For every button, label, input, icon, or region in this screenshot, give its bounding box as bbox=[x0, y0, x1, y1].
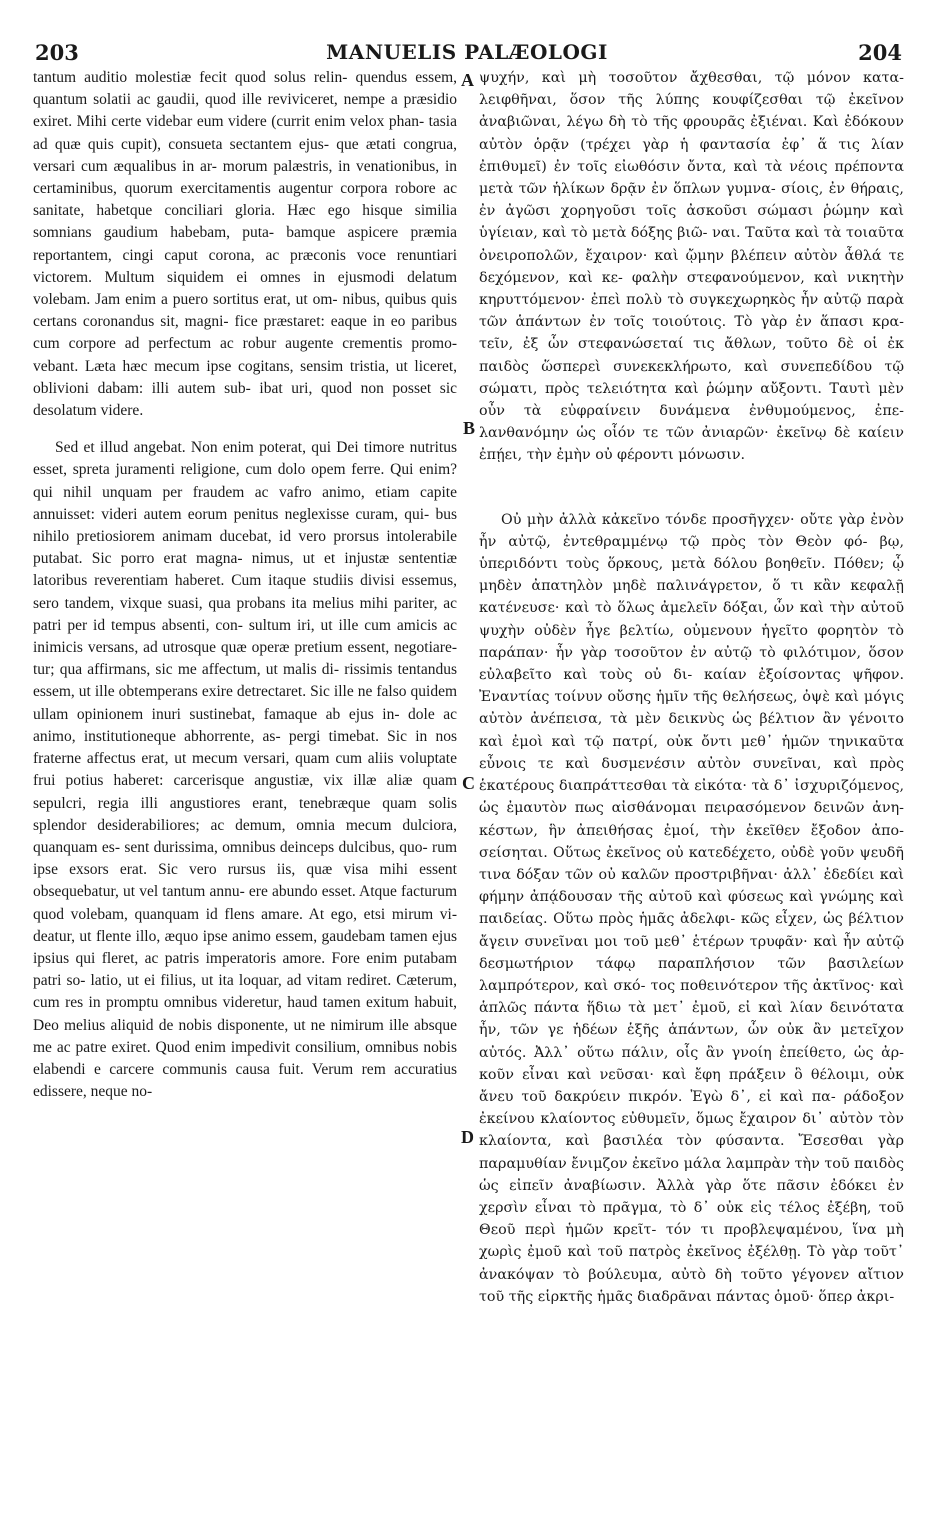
text-line: ἐπῄει, τὴν ἐμὴν οὐ φέροντι μόνωσιν. bbox=[479, 447, 746, 464]
text-line: ἐπεὶ πολὺ τὸ συγκεχωρηκὸς ἦν αὐτῷ παρὰ τῶν bbox=[479, 292, 904, 331]
text-line: Cæterum, cum res in promptu omnibus videretur, bbox=[33, 972, 457, 1012]
text-line: ille reviviceret, nempe a præsidio exiret. Mihi bbox=[33, 91, 457, 131]
text-line: λίαν ἐπιθυμεῖ) ἐν τοῖς εἰωθόσιν ὄντα, καὶ τὰ νέοις bbox=[479, 136, 904, 175]
section-marker-d: D bbox=[461, 1127, 474, 1147]
text-line: pergi timebat. Sic in nos fraterne affectus erat, bbox=[33, 727, 458, 768]
text-line: mihi pariter, ac patri per id tempus absenti, con- bbox=[33, 594, 457, 634]
text-line: τεῖν, ἐξ ὧν στεφανώσεταί τις ἄθλων, τοῦτο δὲ οἱ ἐκ bbox=[479, 336, 904, 353]
section-marker-a: A bbox=[461, 70, 474, 90]
text-line: πρέποντα μετὰ τῶν ἡλίκων δρᾷν ἐν ὅπλων γυμνα- bbox=[479, 158, 904, 198]
text-line: nibus, quibus quis certans coronandus sit, magni- bbox=[33, 291, 458, 331]
text-line: ἐδεδίει καὶ φήμην ἀπᾴδουσαν τῆς αὐτοῦ καὶ φύσεως bbox=[479, 866, 905, 906]
page-header bbox=[0, 40, 934, 70]
text-line: deatur, ut flente illo, æquo ipse animo essem, bbox=[33, 927, 318, 945]
text-line: ut mecum versari, quam cum aliis voluptate frui bbox=[33, 750, 457, 790]
text-line: διαπράττεσθαι τὰ εἰκότα· τὰ δ᾽ ἰσχυριζόμενος, ὡς bbox=[479, 778, 904, 817]
text-line: τος ποθεινότερον τῆς ἀκτῖνος· καὶ ἁπλῶς πάντα bbox=[479, 977, 905, 1017]
text-line: fraudem ac vafro animo, etiam capite annuisset: bbox=[33, 483, 457, 523]
text-line: imperatoris amore. Fore enim putabam patri so- bbox=[33, 949, 458, 990]
text-line: videri autem eorum penitus neglexisse curam, qui- bbox=[101, 505, 430, 523]
text-line: rum ipse exsors erat. Sic vero rursus iis, quæ bbox=[33, 838, 458, 879]
text-line: haud tamen exitum habuit, Deo melius aliquid de bbox=[33, 994, 458, 1034]
text-line: opinionem inuri sustinebat, famaque ab ejus in- bbox=[76, 705, 400, 723]
text-line: tenebræque quam solis splendor desiderabiliores; bbox=[33, 794, 458, 834]
text-line: καὶ γνώμης καὶ παιδείας. Οὕτω πρὸς ἡμᾶς ἀδελφι- bbox=[479, 889, 904, 928]
text-line: ac patre exiret. Quod enim impedivit consilium, bbox=[56, 1038, 361, 1056]
text-line: τῷ πατρί, οὐκ ὄντι μεθ᾽ ἡμῶν τηνικαῦτα εὖνοις τε bbox=[479, 733, 904, 772]
text-line: quanquam id flens amare. At ego, etsi mirum vi- bbox=[134, 905, 458, 923]
text-line: exire detrectaret. Sic ille ne falso quidem ullam bbox=[33, 683, 458, 723]
text-line: λειφθῆναι, ὅσον τῆς λύπης κουφίζεσθαι τῷ ἐκεῖνον bbox=[479, 92, 904, 109]
text-line: κῶς εἶχεν, ὡς βέλτιον ἄγειν συνεῖναι μοι τοῦ μεθ᾽ bbox=[479, 911, 905, 950]
text-line: καὶ δυσμενέσιν αὐτὸν συνεῖναι, καὶ πρὸς ἑκατέρους bbox=[479, 755, 904, 795]
text-line: κἂν κεφαλῇ κατένευσε· καὶ τὸ ὅλως ἀμελεῖν δόξαι, bbox=[479, 578, 904, 617]
text-line: σώματι, πρὸς τελειότητα καὶ ῥώμην αὔξοντι. Ταυτὶ bbox=[479, 380, 871, 397]
running-title: MANUELIS PALÆOLOGI bbox=[326, 40, 608, 64]
text-line: σείσηται. Οὕτως ἐκεῖνος οὐ κατεδέχετο, οὐδὲ γοῦν bbox=[479, 844, 855, 861]
text-line: βῳ, ὑπεριδόντι τοὺς ὅρκους, μετὰ δόλου βοηθεῖν. bbox=[479, 533, 905, 573]
text-line: γε ἡδέων ἑξῆς ἁπάντων, ὧν οὐκ ἂν μετεῖχον αὐτός. bbox=[479, 1022, 904, 1061]
text-line: timore nutritus esset, spreta juramenti religione, cum bbox=[33, 439, 457, 479]
text-line: dolo opem ferre. Qui enim? qui nihil unquam per bbox=[33, 461, 458, 501]
text-line: ψυχήν, καὶ μὴ τοσοῦτον ἄχθεσθαι, τῷ μόνον κατα- bbox=[479, 70, 904, 86]
text-line: οὐκ ἄνευ τοῦ δακρύειν πικρόν. Ἐγὼ δ᾽, εἰ καὶ πα- bbox=[479, 1066, 904, 1105]
text-line: ibat uri, quod non posset sic desolatum videre. bbox=[33, 379, 457, 420]
text-line: λανθανόμην ὡς οἷόν τε τῶν ἀνιαρῶν· ἐκεῖνῳ δὲ καίειν bbox=[479, 425, 904, 442]
text-line: prorsus intolerabile putabat. Sic porro erat magna- bbox=[33, 528, 458, 568]
text-line: ac sanitate, habetque conciliari gloria. Hæc ego bbox=[33, 180, 458, 220]
text-line: κέστων, ἣν ἀπειθήσας ἐμοί, τὴν ἐκεῖθεν ἔξοδον ἀπο- bbox=[479, 822, 904, 839]
text-line: σίοις, ἐν θήραις, ἐν ἀγῶσι χορηγοῦσι τοῖς ἀσκοῦσι bbox=[479, 181, 904, 220]
text-line: μὲν οὖν τὰ εὐφραίνειν δυνάμενα ἐνθυμούμενος, ἐπε- bbox=[479, 380, 904, 420]
text-line: fuit. Verum rem accuratius edissere, neque no- bbox=[33, 1060, 458, 1101]
text-line: ἡμῖν τῆς θελήσεως, ὀψὲ καὶ μόγις αὐτὸν ἀνέπεισα, bbox=[479, 689, 904, 728]
text-line: tasia ad quæ quis cupit), consueta sectantem ejus- bbox=[33, 113, 457, 153]
text-line: τόν τι προβλεψαμένου, ἵνα μὴ χωρὶς ἐμοῦ καὶ τοῦ bbox=[479, 1222, 904, 1261]
text-line: παιδὸς ὥσπερεὶ συνεκεκλήρωτο, καὶ συνεπεδίδου τῷ bbox=[479, 358, 904, 375]
text-line: ναι. Ταῦτα καὶ τὰ τοιαῦτα ὀνειροπολῶν, ἔχαιρον· bbox=[479, 225, 904, 264]
text-line: ἐδόκουν αὐτὸν ὁρᾷν (τρέχει γὰρ ἡ φαντασία ἐφ᾽ ἅ τις bbox=[479, 114, 904, 153]
greek-column bbox=[479, 67, 904, 1308]
text-line: vebant. Læta hæc mecum ipse cogitans, sensim bbox=[33, 357, 344, 375]
text-line: dole ac animo, institutioneque abhorrente, as- bbox=[33, 705, 457, 745]
text-line: Multum siquidem ei omnes in ejusmodi delatum bbox=[104, 268, 457, 286]
latin-paragraph-2 bbox=[33, 437, 457, 1103]
text-line: ράδοξον ἐκείνου κλαίοντος εὐθυμεῖν, ὅμως ἔχαιρον bbox=[479, 1088, 905, 1128]
greek-paragraph-1 bbox=[479, 67, 904, 467]
text-line: ad utrosque quæ operæ pretium essent, negotiare- bbox=[143, 639, 457, 657]
text-line: ἑτέρων τρυφᾶν· καὶ ἦν αὐτῷ δεσμωτήριον τάφῳ bbox=[479, 933, 904, 972]
text-line: αὐτῷ τὸ φιλότιμον, ὅσον εὐλαβεῖτο καὶ τοὺς οὐ δι- bbox=[479, 644, 904, 684]
text-line: haberet. Cum itaque studiis divisi essemus, sero bbox=[33, 572, 457, 612]
text-line: εἱρκτῆς ἡμᾶς διαδρᾶναι πάντας ὁμοῦ· ὅπερ ἀκρι- bbox=[537, 1288, 895, 1305]
text-line: λαμπρὰν τὴν τοῦ παιδὸς ὡς εἰπεῖν ἀναβίωσιν. Ἀλλὰ bbox=[479, 1155, 904, 1194]
text-line: ἥδιω τὰ μετ᾽ ἐμοῦ, εἰ καὶ λίαν δεινότατα ἦν, τῶν bbox=[479, 1000, 904, 1039]
text-line: ad perfectum ac robur augente crementis promo- bbox=[124, 335, 457, 353]
text-line: πατρὸς ἐκεῖνος ἐξέλθῃ. Τὸ γὰρ τοῦτ᾽ ἀνακόψαν τὸ bbox=[479, 1244, 905, 1283]
text-line: ere abundo esset. Atque facturum quod volebam, bbox=[33, 883, 457, 923]
text-line: potius haberet: carcerisque angustiæ, vix illæ bbox=[65, 772, 377, 790]
text-line: aliæ quam sepulcri, regia illi angustiores erant, bbox=[33, 772, 458, 812]
text-line: φαλὴν στεφανούμενον, καὶ νικητὴν κηρυττόμενον· bbox=[479, 269, 904, 309]
text-line: sent durissima, omnibus deinceps dulcibus, quo- bbox=[124, 838, 428, 856]
text-line: bamque aspicere præmia reportantem, cingi caput bbox=[33, 224, 458, 264]
text-line: ἡγεῖτο φορητὸν τὸ παράπαν· ἦν γὰρ τοσοῦτον ἐν bbox=[479, 622, 904, 661]
latin-paragraph-1 bbox=[33, 67, 457, 422]
text-line: volebam. Jam enim a puero sortitus erat, ut om- bbox=[33, 291, 338, 309]
greek-paragraph-2 bbox=[479, 509, 904, 1308]
text-line: nobis disponente, ut ne nimirum ille absque me bbox=[33, 1016, 458, 1056]
section-marker-b: B bbox=[463, 418, 476, 438]
text-line: ὧν καὶ τὴν αὐτοῦ ψυχὴν οὐδὲν ἦγε βελτίω, οὐμενουν bbox=[479, 600, 905, 639]
text-line: tristia, ut liceret, oblivioni dabam: illi autem sub- bbox=[33, 357, 458, 397]
text-line: tur; qua affirmans, sic me affectum, ut malis di- bbox=[33, 661, 339, 679]
text-line: quendus essem, quantum solatii ac gaudii, quod bbox=[33, 69, 458, 109]
text-line: gaudebam tamen ejus ipsius qui fleret, ac patris bbox=[33, 927, 457, 967]
text-line: βούλευμα, αὐτὸ δὴ τοῦτο γέγονεν αἴτιον τοῦ τῆς bbox=[479, 1266, 905, 1305]
text-line: σώμασι ῥώμην καὶ ὑγίειαν, καὶ τὸ μετὰ δόξης βιῶ- bbox=[479, 203, 905, 242]
latin-column bbox=[33, 67, 457, 1103]
text-line: tantum auditio molestiæ fecit quod solus relin- bbox=[33, 69, 348, 86]
text-line: δι᾽ αὐτὸν τὸν κλαίοντα, καὶ βασιλέα τὸν φύσαντα. bbox=[479, 1111, 905, 1150]
text-line: que ætati congrua, versari cum æqualibus in ar- bbox=[33, 135, 457, 175]
text-line: fice præstaret: eaque in eo paribus cum corpore bbox=[33, 313, 457, 353]
text-line: ἀναβιῶναι, λέγω δὴ τὸ τῆς φρουρᾶς ἐξιέναι. Καὶ bbox=[479, 114, 839, 131]
text-line: nimus, ut et injustæ sententiæ latoribus reverentiam bbox=[33, 550, 457, 590]
left-page-number: 203 bbox=[35, 40, 79, 65]
text-line: δ᾽ οὐκ εἰς τέλος ἐξέβη, τοῦ Θεοῦ περὶ ἡμῶν κρεῖτ- bbox=[479, 1199, 905, 1239]
text-line: τὰ μὲν δεικνὺς ὡς βέλτιον ἂν γένοιτο καὶ ἐμοὶ καὶ bbox=[479, 711, 904, 750]
text-line: ac demum, omnia mecum dulciora, quanquam es- bbox=[33, 816, 457, 856]
text-line: κοῦν εἶναι καὶ νεῦσαι· καὶ ἔφη πράξειν ὃ θέλοιμι, bbox=[479, 1066, 870, 1083]
text-line: visa mihi essent obsequebatur, ut vel tantum annu- bbox=[33, 861, 457, 901]
text-line: γὰρ ὅτε πᾶσιν ἐδόκει ἐν χερσὶν εἶναι τὸ πρᾶγμα, τὸ bbox=[479, 1177, 904, 1216]
text-line: morum palæstris, in venationibus, in certaminibus, bbox=[33, 157, 458, 198]
text-line: Οὐ μὴν ἀλλὰ κἀκεῖνο τόνδε προσῆγχεν· οὔτε γὰρ bbox=[501, 511, 865, 528]
text-line: ἁπάντων ἐν τοῖς τοιούτοις. Τὸ γὰρ ἐν ἅπασι κρα- bbox=[515, 314, 905, 331]
text-line: καίαν ἐξοίσοντας ψῆφον. Ἐναντίας τοίνυν οὔσης bbox=[479, 667, 905, 706]
text-line: Πόθεν; ᾧ μηδὲν ἀπατηλὸν μηδὲ παλινάγρετον, ὅ τι bbox=[479, 556, 904, 595]
text-line: καὶ ᾤμην βλέπειν αὐτὸν ἆθλά τε δεχόμενον, καὶ κε- bbox=[479, 247, 905, 286]
text-line: tandem, vixque suasi, qua probans ita melius bbox=[64, 594, 354, 612]
text-line: hisque similia somnians gaudium habebam, puta- bbox=[33, 202, 457, 242]
text-line: rissimis tentandus essem, ut ille obtemperans bbox=[33, 661, 458, 701]
section-marker-c: C bbox=[462, 773, 475, 793]
right-page-number: 204 bbox=[858, 40, 902, 65]
text-line: Sed et illud angebat. Non enim poterat, qui Dei bbox=[55, 439, 359, 457]
text-line: quorum exercitamentis augentur corpora robore bbox=[124, 180, 436, 198]
text-line: sultum iri, ut ille cum amicis ac inimicis versans, bbox=[33, 616, 457, 657]
text-line: latio, ut ei filius, ut ita loquar, ad vitam rediret. bbox=[90, 972, 392, 990]
text-line: Ἀλλ᾽ οὕτω πάλιν, οἷς ἂν γνοίη ἐπείθετο, ὡς ἀρ- bbox=[533, 1044, 904, 1061]
text-line: ἐμαυτὸν πως αἰσθάνομαι πειρασόμενον δεινῶν ἀνη- bbox=[506, 800, 904, 817]
text-line: corona, ac præconis voce renuntiari victorem. bbox=[33, 246, 457, 286]
text-line: ψευδῆ τινα δόξαν τῶν οὐ καλῶν προστριβῆναι· ἀλλ᾽ bbox=[479, 844, 904, 883]
text-line: ἐνὸν ἦν αὐτῷ, ἐντεθραμμένῳ τῷ πρὸς τὸν Θεὸν φό- bbox=[479, 511, 904, 550]
text-line: παραπλήσιον τῶν βασιλείων λαμπρότερον, καὶ σκό- bbox=[479, 955, 904, 994]
text-line: certe videbar eum videre (currit enim velox phan- bbox=[111, 113, 425, 131]
text-line: Ἔσεσθαι γὰρ παραμυθίαν ἔνιμζον ἐκεῖνο μάλα bbox=[479, 1133, 905, 1172]
text-line: omnibus nobis elabendi e carcere communis causa bbox=[33, 1038, 458, 1078]
text-line: bus nihilo pretiosiorem animam ducebat, id vero bbox=[33, 505, 458, 546]
